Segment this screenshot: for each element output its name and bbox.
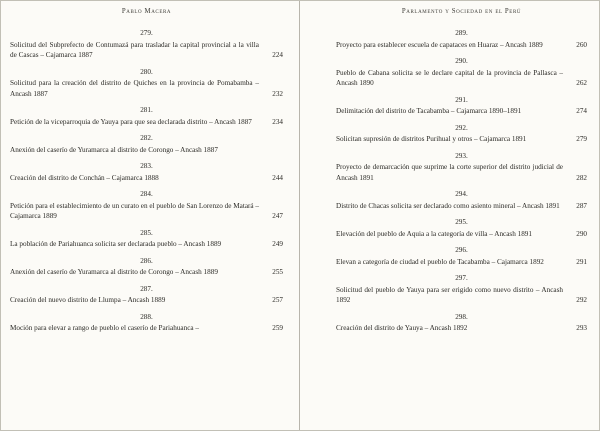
entry-page-number: 279 xyxy=(576,135,587,143)
entry-body xyxy=(336,134,587,145)
entry-body xyxy=(10,295,283,306)
entry-title: Proyecto de demarcación que suprime la corte superior del distrito judicial de Ancash 1891 xyxy=(336,163,563,182)
entry-number: 290. xyxy=(455,57,468,65)
entry-body xyxy=(10,117,283,128)
toc-entry xyxy=(336,189,587,211)
entry-number: 295. xyxy=(455,218,468,226)
entry-page-number: 249 xyxy=(272,240,283,248)
entry-page-number: 293 xyxy=(576,324,587,332)
toc-entry xyxy=(10,256,283,278)
toc-entry xyxy=(336,151,587,184)
entry-body xyxy=(10,201,283,222)
entry-page-number: 287 xyxy=(576,201,587,210)
entry-title: Proyecto para establecer escuela de capataces en Huaraz – Ancash 1889 xyxy=(336,40,543,49)
entry-page-number: 232 xyxy=(272,89,283,98)
toc-entry xyxy=(336,56,587,89)
toc-entry xyxy=(10,67,283,100)
entry-number: 281. xyxy=(140,106,153,114)
entry-body xyxy=(10,173,283,184)
entry-number: 287. xyxy=(140,284,153,293)
entry-body xyxy=(336,285,587,306)
entry-body xyxy=(336,40,587,51)
entry-body xyxy=(336,201,587,212)
right-page xyxy=(300,1,599,430)
toc-entry xyxy=(10,133,283,155)
entry-number: 291. xyxy=(455,95,468,104)
entry-number: 294. xyxy=(455,190,468,198)
entry-title: La población de Pariahuanca solicita ser declarada pueblo – Ancash 1889 xyxy=(10,240,222,248)
entry-page-number: 260 xyxy=(576,40,587,49)
right-page-entries xyxy=(336,28,587,334)
right-running-head: Parlamento y Sociedad en el Perú xyxy=(401,8,522,15)
entry-number: 297. xyxy=(455,274,468,282)
entry-number: 283. xyxy=(140,162,153,170)
entry-number: 279. xyxy=(140,29,153,37)
entry-number: 282. xyxy=(140,134,153,142)
toc-entry xyxy=(336,28,587,50)
toc-entry xyxy=(10,28,283,61)
entry-body xyxy=(10,145,283,156)
entry-number: 292. xyxy=(455,123,468,132)
entry-title: Solicitud del pueblo de Yauya para ser erigido como nuevo distrito – Ancash 1892 xyxy=(336,285,563,304)
left-page xyxy=(1,1,300,430)
toc-entry xyxy=(10,284,283,306)
entry-number: 296. xyxy=(455,246,468,254)
entry-page-number: 274 xyxy=(576,107,587,115)
entry-title: Petición de la viceparroquia de Yauya para que sea declarada distrito – Ancash 1887 xyxy=(10,117,252,126)
toc-entry xyxy=(10,312,283,334)
entry-title: Elevación del pueblo de Aquia a la categoría de villa – Ancash 1891 xyxy=(336,229,532,238)
entry-title: Solicitud para la creación del distrito de Quiches en la provincia de Pomabamba – Ancash 1887 xyxy=(10,79,259,98)
toc-entry xyxy=(10,105,283,127)
entry-page-number: 244 xyxy=(272,173,283,182)
entry-title: Petición para el establecimiento de un curato en el pueblo de San Lorenzo de Matará – Cajamarca 1889 xyxy=(10,201,259,220)
entry-body xyxy=(336,257,587,268)
entry-title: Creación del nuevo distrito de Llumpa – Ancash 1889 xyxy=(10,296,166,304)
entry-title: Moción para elevar a rango de pueblo el caserío de Pariahuanca – xyxy=(10,324,199,332)
entry-page-number: 292 xyxy=(576,296,587,304)
entry-number: 289. xyxy=(455,29,468,37)
entry-title: Pueblo de Cabana solicita se le declare capital de la provincia de Pallasca – Ancash 1890 xyxy=(336,68,563,87)
entry-page-number: 282 xyxy=(576,173,587,182)
entry-number: 284. xyxy=(140,190,153,198)
entry-title: Creación del distrito de Yauya – Ancash 1892 xyxy=(336,324,468,332)
entry-number: 280. xyxy=(140,67,153,76)
entry-title: Solicitan supresión de distritos Purihual y otros – Cajamarca 1891 xyxy=(336,135,527,143)
entry-title: Distrito de Chacas solicita ser declarado como asiento mineral – Ancash 1891 xyxy=(336,201,560,210)
entry-body xyxy=(10,40,283,61)
toc-entry xyxy=(10,228,283,250)
entry-page-number: 224 xyxy=(272,51,283,59)
left-running-head: Pablo Macera xyxy=(121,8,172,15)
entry-body xyxy=(336,106,587,117)
entry-title: Delimitación del distrito de Tacabamba – Cajamarca 1890–1891 xyxy=(336,107,522,115)
entry-number: 288. xyxy=(140,312,153,321)
entry-title: Creación del distrito de Conchán – Cajamarca 1888 xyxy=(10,173,159,182)
entry-number: 286. xyxy=(140,256,153,265)
entry-page-number: 234 xyxy=(272,117,283,126)
toc-entry xyxy=(10,161,283,183)
toc-entry xyxy=(336,217,587,239)
entry-body xyxy=(336,323,587,334)
entry-page-number: 257 xyxy=(272,296,283,304)
entry-body xyxy=(10,78,283,99)
entry-title: Elevan a categoría de ciudad el pueblo de Tacabamba – Cajamarca 1892 xyxy=(336,257,544,266)
entry-body xyxy=(10,239,283,250)
entry-body xyxy=(336,68,587,89)
entry-page-number: 290 xyxy=(576,229,587,238)
entry-body xyxy=(10,323,283,334)
entry-page-number: 291 xyxy=(576,257,587,266)
entry-body xyxy=(10,267,283,278)
toc-entry xyxy=(336,273,587,306)
entry-number: 293. xyxy=(455,151,468,160)
entry-title: Solicitud del Subprefecto de Contumazá para trasladar la capital provincial a la villa de Cascas – Cajamarca 1887 xyxy=(10,40,259,59)
toc-entry xyxy=(336,312,587,334)
left-page-entries xyxy=(10,28,283,334)
entry-page-number: 247 xyxy=(272,212,283,220)
toc-entry xyxy=(336,123,587,145)
toc-entry xyxy=(336,245,587,267)
entry-page-number: 255 xyxy=(272,268,283,276)
entry-title: Anexión del caserío de Yuramarca al distrito de Corongo – Ancash 1889 xyxy=(10,268,218,276)
entry-title: Anexión del caserío de Yuramarca al distrito de Corongo – Ancash 1887 xyxy=(10,145,218,154)
entry-number: 298. xyxy=(455,312,468,321)
entry-number: 285. xyxy=(140,228,153,237)
toc-entry xyxy=(10,189,283,222)
toc-entry xyxy=(336,95,587,117)
entry-page-number: 262 xyxy=(576,79,587,87)
entry-body xyxy=(336,229,587,240)
entry-page-number: 259 xyxy=(272,324,283,332)
entry-body xyxy=(336,162,587,183)
